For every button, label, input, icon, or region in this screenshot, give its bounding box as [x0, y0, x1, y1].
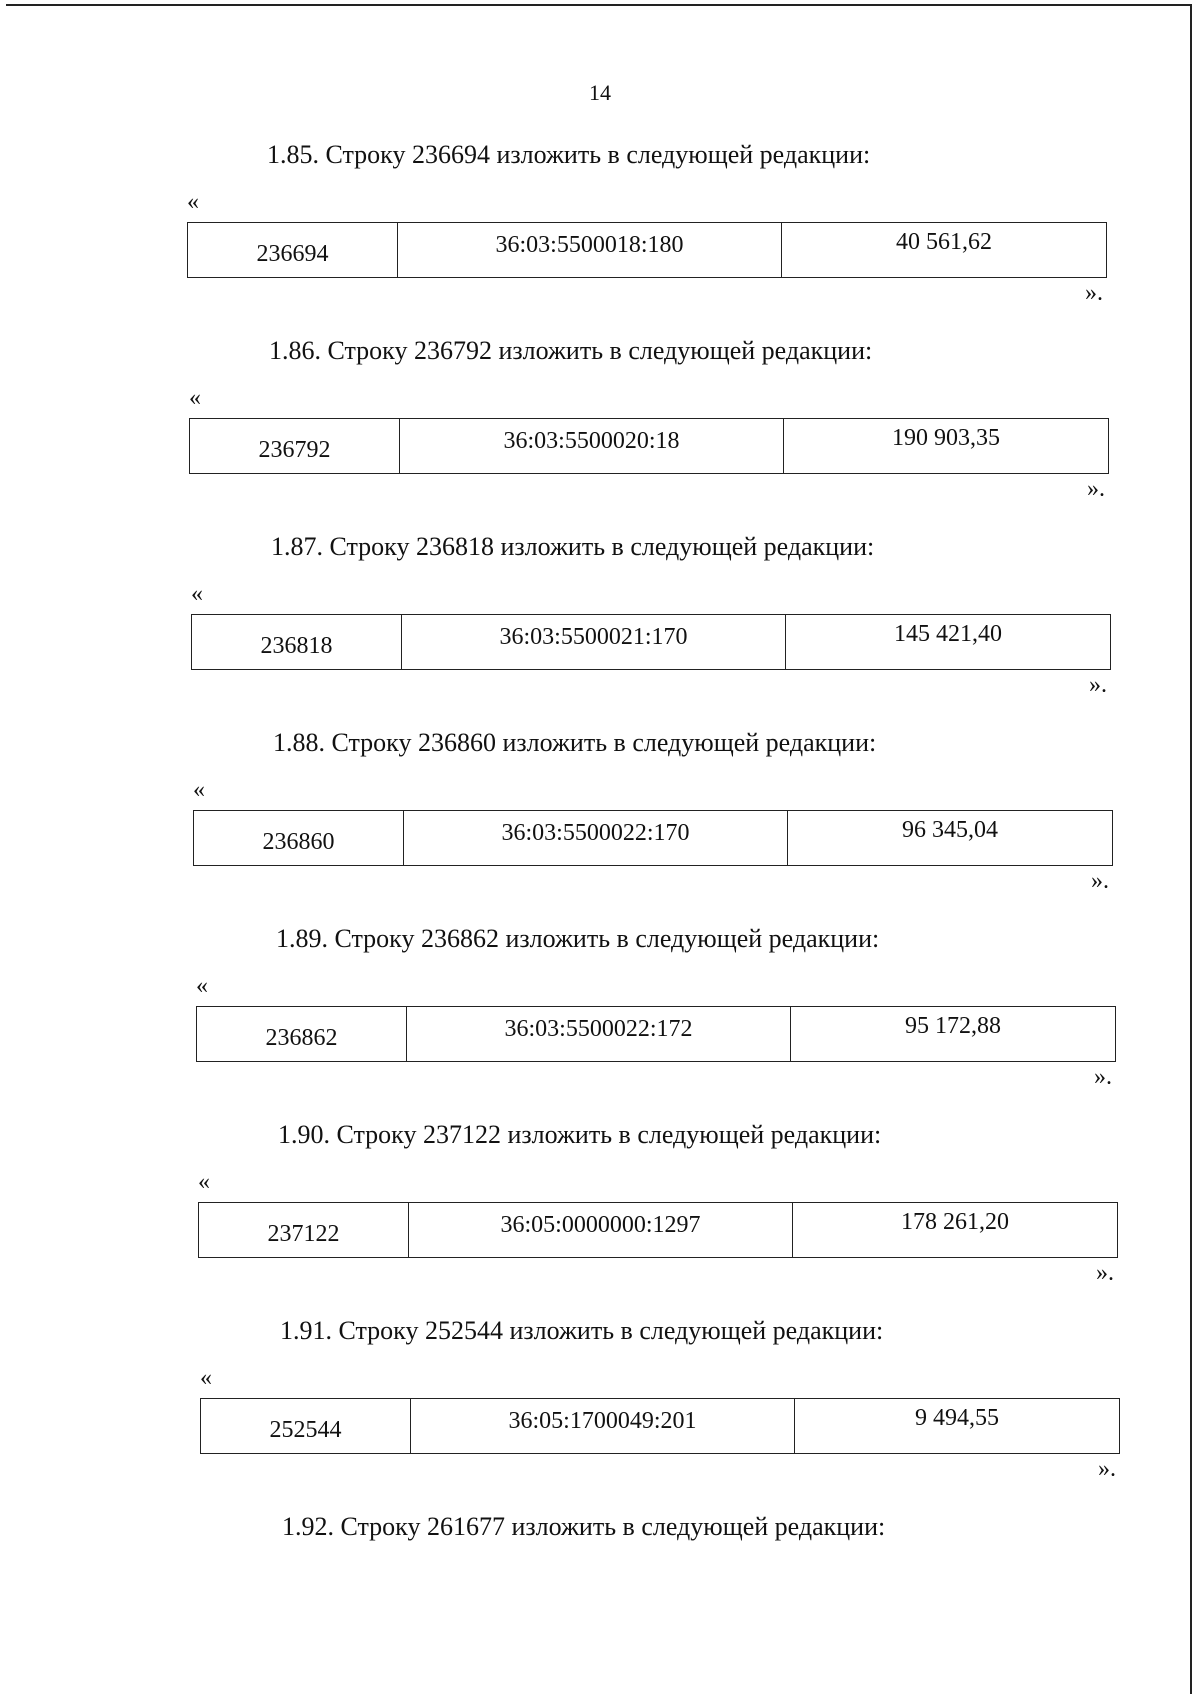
value-cell: 145 421,40 [894, 621, 1002, 647]
cadastral-number-cell: 36:05:0000000:1297 [409, 1203, 793, 1257]
section-heading: 1.89. Строку 236862 изложить в следующей редакции: [276, 924, 880, 953]
opening-quote: « [193, 777, 205, 803]
amendment-section [191, 532, 1111, 699]
cadastral-number-cell: 36:05:1700049:201 [411, 1399, 795, 1453]
amendment-row-table [198, 1202, 1118, 1258]
opening-quote: « [191, 581, 203, 607]
cadastral-number-cell: 36:03:5500021:170 [402, 615, 786, 669]
amendment-section [193, 728, 1113, 895]
amendment-section [200, 1316, 1120, 1483]
amendment-section [187, 140, 1107, 307]
value-cell: 9 494,55 [915, 1405, 999, 1431]
section-heading: 1.90. Строку 237122 изложить в следующей редакции: [278, 1120, 882, 1149]
closing-quote: ». [1085, 280, 1103, 306]
amendment-row-table [196, 1006, 1116, 1062]
row-number-cell: 236818 [192, 615, 402, 669]
row-number-cell: 236862 [197, 1007, 407, 1061]
page-number: 14 [589, 80, 611, 105]
row-number-cell: 236792 [190, 419, 400, 473]
section-heading: 1.85. Строку 236694 изложить в следующей редакции: [267, 140, 871, 169]
row-number-cell: 236694 [188, 223, 398, 277]
amendment-row-table [189, 418, 1109, 474]
cadastral-number-cell: 36:03:5500022:172 [407, 1007, 791, 1061]
amendment-section [198, 1120, 1118, 1287]
section-heading: 1.86. Строку 236792 изложить в следующей редакции: [269, 336, 873, 365]
amendment-section [196, 924, 1116, 1091]
amendment-row-table [193, 810, 1113, 866]
opening-quote: « [198, 1169, 210, 1195]
section-heading: 1.88. Строку 236860 изложить в следующей редакции: [273, 728, 877, 757]
closing-quote: ». [1091, 868, 1109, 894]
opening-quote: « [189, 385, 201, 411]
amendment-row-table [187, 222, 1107, 278]
amendment-section [189, 336, 1109, 503]
closing-quote: ». [1089, 672, 1107, 698]
row-number-cell: 252544 [201, 1399, 411, 1453]
section-heading: 1.92. Строку 261677 изложить в следующей редакции: [282, 1512, 886, 1541]
section-heading: 1.91. Строку 252544 изложить в следующей редакции: [280, 1316, 884, 1345]
value-cell: 190 903,35 [892, 425, 1000, 451]
value-cell: 96 345,04 [902, 817, 998, 843]
cadastral-number-cell: 36:03:5500020:18 [400, 419, 784, 473]
cadastral-number-cell: 36:03:5500018:180 [398, 223, 782, 277]
value-cell: 40 561,62 [896, 229, 992, 255]
opening-quote: « [196, 973, 208, 999]
opening-quote: « [200, 1365, 212, 1391]
closing-quote: ». [1098, 1456, 1116, 1482]
amendment-row-table [200, 1398, 1120, 1454]
closing-quote: ». [1087, 476, 1105, 502]
value-cell: 95 172,88 [905, 1013, 1001, 1039]
cadastral-number-cell: 36:03:5500022:170 [404, 811, 788, 865]
row-number-cell: 237122 [199, 1203, 409, 1257]
amendment-section [202, 1512, 1122, 1542]
closing-quote: ». [1096, 1260, 1114, 1286]
value-cell: 178 261,20 [901, 1209, 1009, 1235]
closing-quote: ». [1094, 1064, 1112, 1090]
amendment-row-table [191, 614, 1111, 670]
section-heading: 1.87. Строку 236818 изложить в следующей редакции: [271, 532, 875, 561]
row-number-cell: 236860 [194, 811, 404, 865]
opening-quote: « [187, 189, 199, 215]
